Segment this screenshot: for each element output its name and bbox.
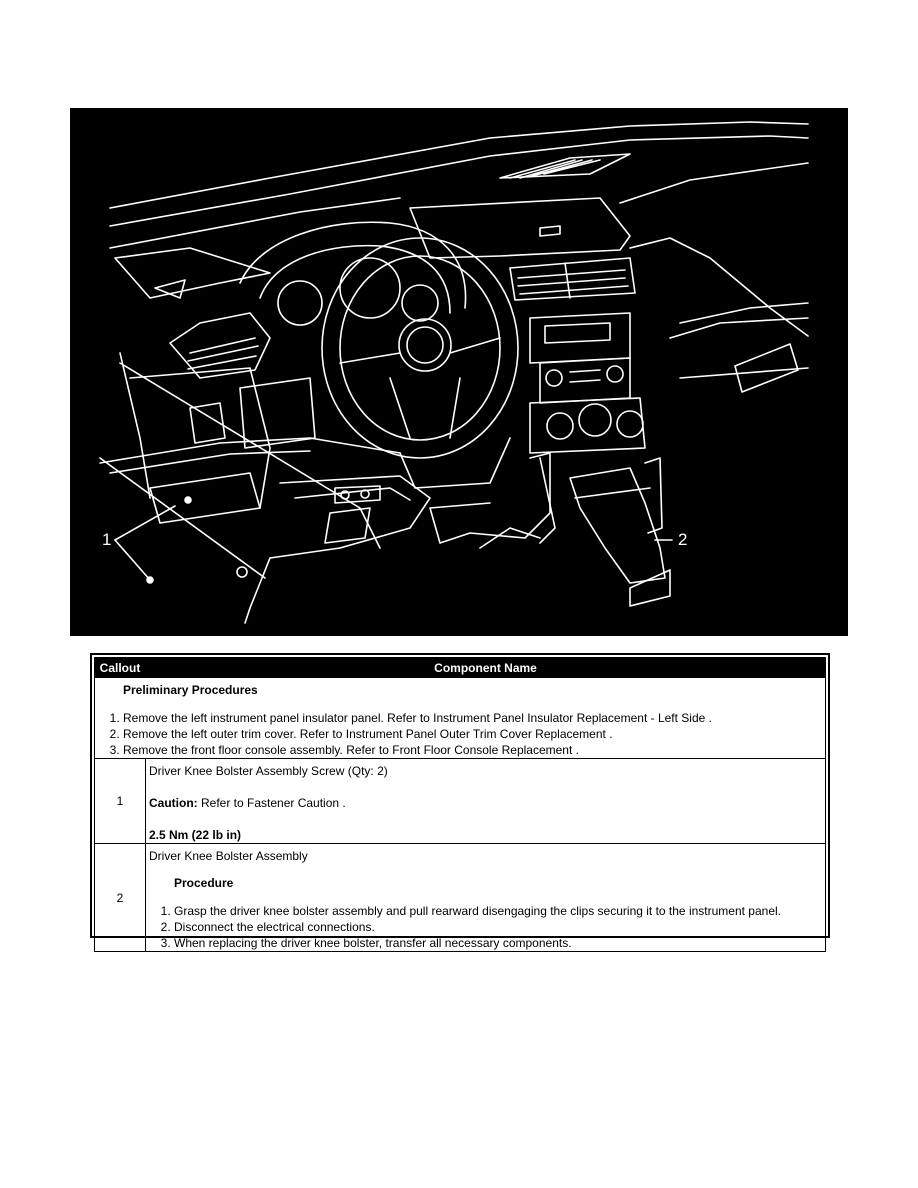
- procedure-step: 3. When replacing the driver knee bolster, transfer all necessary components.: [174, 935, 825, 951]
- component-name: Driver Knee Bolster Assembly: [149, 849, 308, 863]
- component-table-grid: [94, 657, 826, 952]
- preliminary-step: 1. Remove the left instrument panel insulator panel. Refer to Instrument Panel Insulator Replacement - Left Side .: [123, 710, 825, 726]
- dashboard-line-art: [70, 108, 848, 636]
- preliminary-steps: [95, 710, 825, 758]
- preliminary-title: Preliminary Procedures: [123, 683, 258, 697]
- procedure-title: Procedure: [174, 876, 234, 890]
- torque-spec: 2.5 Nm (22 lb in): [149, 828, 242, 842]
- component-name: Driver Knee Bolster Assembly Screw (Qty: 2): [149, 764, 388, 778]
- component-table: [90, 653, 830, 950]
- component-cell: [146, 759, 826, 844]
- header-component-name: Component Name: [146, 658, 826, 678]
- caution-text: Refer to Fastener Caution .: [197, 796, 346, 810]
- table-header-row: [95, 658, 826, 678]
- callout-number: 1: [95, 759, 146, 844]
- preliminary-step: 2. Remove the left outer trim cover. Refer to Instrument Panel Outer Trim Cover Replacement .: [123, 726, 825, 742]
- table-row: [95, 844, 826, 952]
- callout-label-2: 2: [678, 530, 688, 549]
- callout-label-1: 1: [102, 530, 112, 549]
- component-cell: [146, 844, 826, 952]
- dashboard-illustration: [70, 108, 848, 636]
- header-callout: Callout: [95, 658, 146, 678]
- table-row: [95, 759, 826, 844]
- preliminary-row: [95, 678, 826, 759]
- preliminary-step: 3. Remove the front floor console assembly. Refer to Front Floor Console Replacement .: [123, 742, 825, 758]
- caution-note: [149, 795, 825, 811]
- callout-number: 2: [95, 844, 146, 952]
- preliminary-cell: [95, 678, 826, 759]
- caution-label: Caution:: [149, 796, 198, 810]
- procedure-steps: [149, 903, 825, 951]
- procedure-step: 2. Disconnect the electrical connections.: [174, 919, 825, 935]
- procedure-step: 1. Grasp the driver knee bolster assembly and pull rearward disengaging the clips securing it to the instrument panel.: [174, 903, 825, 919]
